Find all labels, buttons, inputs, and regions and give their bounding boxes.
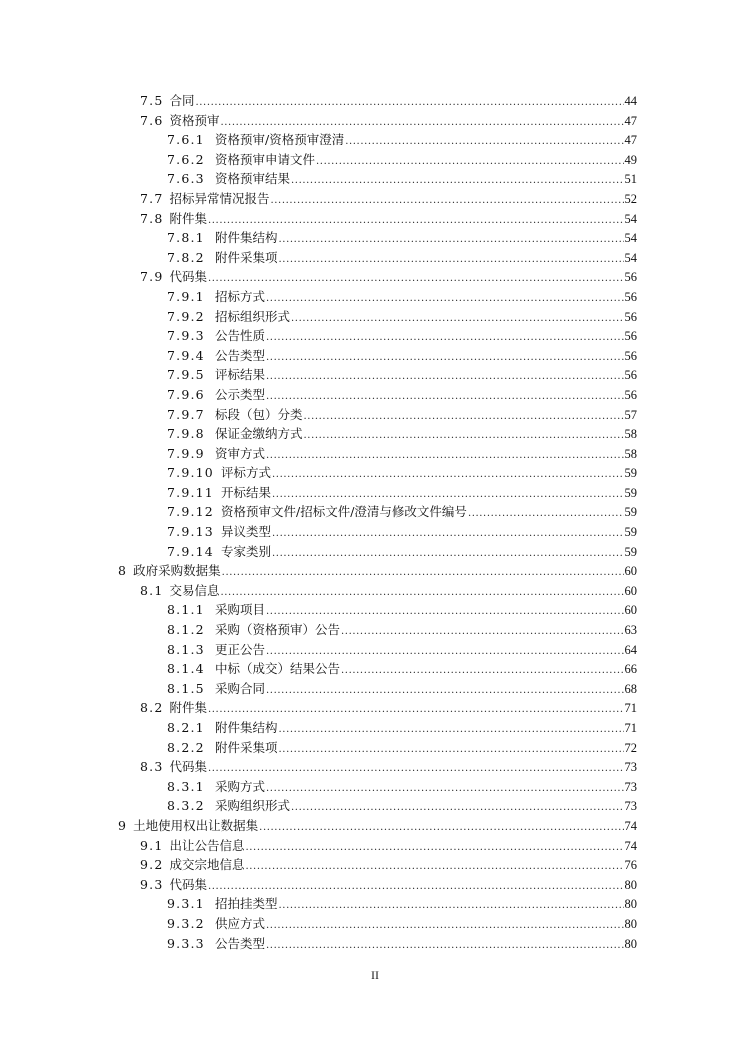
toc-entry-title: 采购合同 <box>215 680 266 696</box>
toc-entry-number: 7.9.7 <box>167 406 205 422</box>
toc-entry-page: 73 <box>624 779 637 794</box>
toc-entry[interactable] <box>0 542 750 562</box>
toc-entry-number: 7.9 <box>140 269 164 285</box>
toc-entry-title: 附件采集项 <box>215 249 278 265</box>
toc-entry[interactable] <box>0 150 750 170</box>
toc-entry-number: 7.9.6 <box>167 386 205 402</box>
toc-entry-number: 9.1 <box>140 837 164 853</box>
toc-entry-title: 附件采集项 <box>215 739 278 755</box>
toc-entry-number: 7.9.2 <box>167 308 205 324</box>
toc-entry-number: 8.1.4 <box>167 661 205 677</box>
toc-entry-title: 土地使用权出让数据集 <box>133 817 259 833</box>
toc-entry[interactable] <box>0 698 750 718</box>
toc-entry-page: 56 <box>624 348 637 363</box>
toc-entry-number: 7.8 <box>140 210 164 226</box>
toc-entry-title: 招标组织形式 <box>215 308 291 324</box>
toc-entry-page: 80 <box>624 877 637 892</box>
toc-entry[interactable] <box>0 718 750 738</box>
toc-entry[interactable] <box>0 875 750 895</box>
toc-entry-title: 采购组织形式 <box>215 798 291 814</box>
toc-entry-page: 74 <box>624 838 637 853</box>
toc-entry[interactable] <box>0 659 750 679</box>
toc-entry-title: 供应方式 <box>215 915 266 931</box>
toc-entry-page: 72 <box>624 740 637 755</box>
toc-entry-page: 56 <box>624 329 637 344</box>
toc-entry-page: 47 <box>624 133 637 148</box>
toc-entry-title: 招标异常情况报告 <box>169 190 270 206</box>
toc-entry[interactable] <box>0 189 750 209</box>
toc-entry-page: 59 <box>624 525 637 540</box>
toc-entry[interactable] <box>0 738 750 758</box>
toc-entry-page: 47 <box>624 113 637 128</box>
toc-entry[interactable] <box>0 757 750 777</box>
toc-entry[interactable] <box>0 267 750 287</box>
toc-entry-page: 58 <box>624 427 637 442</box>
toc-entry-page: 56 <box>624 270 637 285</box>
toc-entry[interactable] <box>0 522 750 542</box>
toc-entry[interactable] <box>0 483 750 503</box>
toc-entry-number: 9.3.2 <box>167 915 205 931</box>
toc-entry-page: 60 <box>624 603 637 618</box>
toc-entry[interactable] <box>0 346 750 366</box>
toc-entry-number: 7.9.5 <box>167 367 205 383</box>
toc-entry-page: 59 <box>624 544 637 559</box>
toc-entry-title: 公告性质 <box>215 328 266 344</box>
toc-entry-number: 9.3.3 <box>167 935 205 951</box>
toc-entry-number: 8.3.1 <box>167 778 205 794</box>
toc-entry-title: 开标结果 <box>221 484 272 500</box>
toc-entry[interactable] <box>0 169 750 189</box>
toc-entry[interactable] <box>0 640 750 660</box>
toc-entry-number: 7.9.10 <box>167 465 214 481</box>
toc-entry[interactable] <box>0 228 750 248</box>
toc-entry[interactable] <box>0 130 750 150</box>
toc-entry-page: 74 <box>624 818 637 833</box>
toc-entry-number: 8 <box>118 563 128 579</box>
toc-entry-page: 66 <box>624 662 637 677</box>
toc-entry[interactable] <box>0 405 750 425</box>
toc-entry-page: 80 <box>624 936 637 951</box>
toc-entry-title: 资格预审 <box>169 112 220 128</box>
toc-entry[interactable] <box>0 836 750 856</box>
toc-entry[interactable] <box>0 287 750 307</box>
toc-entry-page: 73 <box>624 799 637 814</box>
toc-entry-title: 招标方式 <box>215 288 266 304</box>
toc-entry-number: 7.6.1 <box>167 132 205 148</box>
toc-entry-number: 7.9.12 <box>167 504 214 520</box>
toc-entry-number: 7.9.9 <box>167 445 205 461</box>
toc-entry[interactable] <box>0 111 750 131</box>
toc-entry-title: 附件集结构 <box>215 230 278 246</box>
toc-entry[interactable] <box>0 248 750 268</box>
toc-entry-page: 49 <box>624 152 637 167</box>
toc-entry-number: 8.2 <box>140 700 164 716</box>
toc-entry-number: 7.9.13 <box>167 524 214 540</box>
toc-entry-page: 73 <box>624 760 637 775</box>
toc-entry[interactable] <box>0 385 750 405</box>
toc-entry-title: 专家类别 <box>221 543 272 559</box>
toc-entry-number: 7.6 <box>140 112 164 128</box>
toc-entry[interactable] <box>0 424 750 444</box>
toc-entry-page: 58 <box>624 446 637 461</box>
toc-entry-title: 资格预审结果 <box>215 171 291 187</box>
toc-entry-title: 成交宗地信息 <box>169 857 245 873</box>
toc-entry-page: 63 <box>624 623 637 638</box>
toc-entry-title: 附件集 <box>169 700 207 716</box>
toc-entry-page: 60 <box>624 583 637 598</box>
toc-entry-page: 80 <box>624 897 637 912</box>
toc-entry-title: 代码集 <box>169 876 207 892</box>
toc-entry-number: 7.9.3 <box>167 328 205 344</box>
toc-entry-page: 56 <box>624 309 637 324</box>
toc-entry-page: 59 <box>624 485 637 500</box>
toc-entry[interactable] <box>0 326 750 346</box>
toc-entry-page: 56 <box>624 368 637 383</box>
toc-entry-number: 7.6.2 <box>167 151 205 167</box>
toc-entry-number: 9 <box>118 817 128 833</box>
toc-entry-number: 7.6.3 <box>167 171 205 187</box>
toc-entry[interactable] <box>0 777 750 797</box>
toc-entry[interactable] <box>0 816 750 836</box>
toc-entry-number: 8.1 <box>140 582 164 598</box>
toc-entry-title: 代码集 <box>169 269 207 285</box>
toc-entry[interactable] <box>0 855 750 875</box>
toc-entry-title: 中标（成交）结果公告 <box>215 661 341 677</box>
toc-entry-page: 59 <box>624 466 637 481</box>
toc-entry-page: 71 <box>624 721 637 735</box>
toc-dot-leader <box>266 936 623 956</box>
toc-entry[interactable] <box>0 581 750 601</box>
toc-entry[interactable] <box>0 914 750 934</box>
toc-entry-title: 资审方式 <box>215 445 266 461</box>
toc-entry-title: 交易信息 <box>169 582 220 598</box>
toc-entry-title: 更正公告 <box>215 641 266 657</box>
toc-entry-number: 7.9.1 <box>167 288 205 304</box>
toc-entry-page: 76 <box>624 858 637 873</box>
toc-entry-title: 出让公告信息 <box>169 837 245 853</box>
table-of-contents <box>0 91 750 953</box>
toc-entry[interactable] <box>0 561 750 581</box>
toc-entry[interactable] <box>0 91 750 111</box>
toc-entry-page: 54 <box>624 211 637 226</box>
toc-entry[interactable] <box>0 502 750 522</box>
toc-entry-number: 8.2.1 <box>167 720 205 735</box>
toc-entry-page: 71 <box>624 701 637 716</box>
toc-entry-number: 8.3 <box>140 759 164 775</box>
toc-entry-title: 附件集 <box>169 210 207 226</box>
toc-entry-number: 8.1.5 <box>167 680 205 696</box>
toc-entry-title: 政府采购数据集 <box>133 563 221 579</box>
toc-entry-title: 采购项目 <box>215 602 266 618</box>
toc-entry-title: 资格预审申请文件 <box>215 151 316 167</box>
toc-entry-number: 9.2 <box>140 857 164 873</box>
toc-entry[interactable] <box>0 679 750 699</box>
toc-entry-page: 51 <box>624 172 637 187</box>
toc-entry-title: 异议类型 <box>221 524 272 540</box>
toc-entry-title: 招拍挂类型 <box>215 896 278 912</box>
toc-entry-number: 7.9.11 <box>167 484 214 500</box>
toc-entry-number: 9.3.1 <box>167 896 205 912</box>
toc-entry-number: 7.9.8 <box>167 426 205 442</box>
toc-entry[interactable] <box>0 307 750 327</box>
toc-entry[interactable] <box>0 444 750 464</box>
toc-entry[interactable] <box>0 463 750 483</box>
toc-entry-title: 采购（资格预审）公告 <box>215 622 341 638</box>
toc-entry-page: 56 <box>624 387 637 402</box>
toc-entry-page: 56 <box>624 289 637 304</box>
toc-entry-page: 60 <box>624 564 637 579</box>
toc-entry[interactable] <box>0 934 750 954</box>
toc-entry-number: 7.8.1 <box>167 230 205 246</box>
toc-entry-title: 合同 <box>169 93 195 108</box>
toc-entry-page: 54 <box>624 250 637 265</box>
toc-entry-title: 标段（包）分类 <box>215 406 303 422</box>
toc-entry-title: 资格预审/资格预审澄清 <box>215 132 345 148</box>
toc-entry-number: 7.7 <box>140 190 164 206</box>
toc-entry[interactable] <box>0 209 750 229</box>
toc-entry[interactable] <box>0 894 750 914</box>
toc-entry-title: 评标方式 <box>221 465 272 481</box>
toc-entry-number: 8.3.2 <box>167 798 205 814</box>
toc-entry-number: 7.5 <box>140 93 164 108</box>
toc-entry-title: 附件集结构 <box>215 720 278 735</box>
toc-entry-number: 8.1.3 <box>167 641 205 657</box>
toc-entry-page: 54 <box>624 231 637 246</box>
toc-entry-number: 8.2.2 <box>167 739 205 755</box>
toc-entry-title: 代码集 <box>169 759 207 775</box>
toc-entry-number: 7.8.2 <box>167 249 205 265</box>
toc-entry-number: 7.9.4 <box>167 347 205 363</box>
toc-entry-title: 公告类型 <box>215 347 266 363</box>
toc-entry[interactable] <box>0 796 750 816</box>
toc-entry-page: 57 <box>624 407 637 422</box>
toc-entry-number: 7.9.14 <box>167 543 214 559</box>
toc-entry[interactable] <box>0 365 750 385</box>
toc-entry-number: 8.1.1 <box>167 602 205 618</box>
toc-entry-title: 资格预审文件/招标文件/澄清与修改文件编号 <box>221 504 467 520</box>
toc-entry-page: 64 <box>624 642 637 657</box>
toc-entry-title: 保证金缴纳方式 <box>215 426 303 442</box>
toc-entry-page: 59 <box>624 505 637 520</box>
page-number-footer: II <box>371 968 379 982</box>
toc-entry[interactable] <box>0 600 750 620</box>
toc-entry-number: 8.1.2 <box>167 622 205 638</box>
toc-entry-page: 52 <box>624 191 637 206</box>
toc-entry-title: 公示类型 <box>215 386 266 402</box>
toc-entry-title: 采购方式 <box>215 778 266 794</box>
toc-entry-page: 68 <box>624 681 637 696</box>
toc-entry-page: 44 <box>624 94 637 108</box>
toc-entry-page: 80 <box>624 916 637 931</box>
toc-entry[interactable] <box>0 620 750 640</box>
toc-entry-title: 公告类型 <box>215 935 266 951</box>
toc-entry-number: 9.3 <box>140 876 164 892</box>
toc-entry-title: 评标结果 <box>215 367 266 383</box>
